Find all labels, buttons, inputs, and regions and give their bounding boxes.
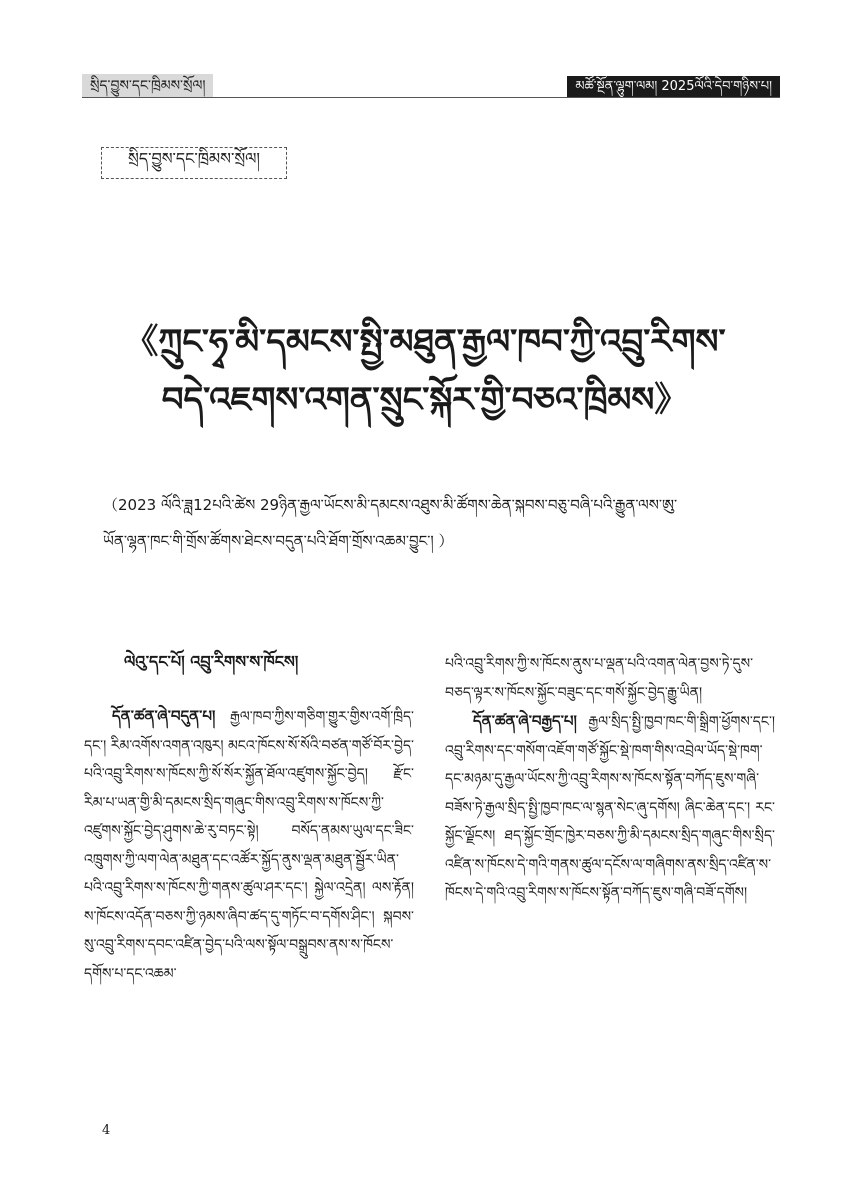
- section-tag: [101, 147, 287, 179]
- right-column: [445, 650, 775, 908]
- article-paragraph-continued: པའི་འབྲུ་རིགས་ཀྱི་ས་ཁོངས་ནུས་པ་ལྡན་པའི་འགན་ལེན་བྱས་ཏེ་དུས་བཅད་ལྟར་ས་ཁོངས་སྐྱོང་བཟུང་དང་གསོ་སྐྱོང་བྱེད་རྒྱུ་ཡིན།: [445, 656, 754, 701]
- header-section-label: སྲིད་བྱུས་དང་ཁྲིམས་སྲོལ།: [82, 74, 213, 98]
- adoption-note-line-2: ཡོན་ལྷན་ཁང་གི་གྲོས་ཚོགས་ཐེངས་བདུན་པའི་ཐོག་གྲོས་འཆམ་བྱུང་། ）: [103, 532, 454, 550]
- document-title-line-1: 《ཀྲུང་ཧྭ་མི་དམངས་སྤྱི་མཐུན་རྒྱལ་ཁབ་ཀྱི་འབྲུ་རིགས་: [124, 322, 726, 362]
- left-column: [84, 650, 414, 988]
- header-rule: [82, 97, 780, 98]
- article-paragraph: [445, 707, 775, 908]
- header-journal-label: མཚོ་སྔོན་ལྷུག་ལམ། 2025ལོའི་དེབ་གཉིས་པ།: [567, 76, 780, 97]
- document-title-line-2: བདེ་འཇགས་འགན་སྲུང་སྐོར་གྱི་བཅའ་ཁྲིམས》: [161, 380, 689, 420]
- adoption-note-line-1: （2023 ལོའི་ཟླ12པའི་ཚེས 29ཉིན་རྒྱལ་ཡོངས་མི་དམངས་འཐུས་མི་ཚོགས་ཆེན་སྐབས་བཅུ་བཞི་པའི་རྒྱུན་ལས་ཨུ་: [103, 496, 678, 514]
- chapter-heading: ལེའུ་དང་པོ། འབྲུ་རིགས་ས་ཁོངས།: [124, 652, 299, 671]
- article-number: དོན་ཚན་ཞེ་བདུན་པ།: [112, 707, 216, 725]
- section-tag-label: སྲིད་བྱུས་དང་ཁྲིམས་སྲོལ།: [128, 148, 260, 168]
- article-text: རྒྱལ་ཁབ་ཀྱིས་གཅིག་གྱུར་གྱིས་འགོ་ཁྲིད་དང་། རིམ་འགོས་འགན་འཁུར། མངའ་ཁོངས་སོ་སོའི་བཙན་གཙོ་བོར་བྱེད་པའི་འབྲུ་རིགས་ས་ཁོངས་ཀྱི་སོ་སོར་སྐྱོན་ཐོལ་འཛུགས་སྐྱོང་བྱེད། རྫོང་རིམ་པ་ཡན་གྱི་མི་དམངས་སྲིད་གཞུང་གིས་འབྲུ་རིགས་ས་ཁོངས་ཀྱི་འཛུགས་སྐྱོང་བྱེད་ཤུགས་ཆེ་རུ་བཏང་སྟེ། བསོད་ནམས་ཡུལ་དང་ཟིང་འཁྲུགས་ཀྱི་ལག་ལེན་མཐུན་དང་འཚོར་སྐྱོད་ནུས་ལྡན་མཐུན་སྦྱོར་ཡིན་པའི་འབྲུ་རིགས་ས་ཁོངས་ཀྱི་གནས་ཚུལ་ཤར་དང་། སྐྱེལ་འདྲེན། ལས་རྟོན། ས་ཁོངས་འདོན་བཅས་ཀྱི་ཉམས་ཞིབ་ཚད་དུ་གཏོང་བ་དགོས་ཤིང་། སྐབས་སུ་འབྲུ་རིགས་དབང་འཛིན་བྱེད་པའི་ལས་སྟོལ་བསྒྲུབས་ནས་ས་ཁོངས་དགོས་པ་དང་འཆམ་: [84, 709, 414, 982]
- page-number: 4: [102, 1123, 111, 1138]
- article-text: རྒྱལ་སྲིད་སྤྱི་ཁྱབ་ཁང་གི་སྒྲིག་ཕྱོགས་དང་། འབྲུ་རིགས་དང་གསོག་འཇོག་གཙོ་སྐྱོང་སྡེ་ཁག་གིས་འབྲེལ་ཡོད་སྡེ་ཁག་དང་མཉམ་དུ་རྒྱལ་ཡོངས་ཀྱི་འབྲུ་རིགས་ས་ཁོངས་སྟོན་བཀོད་ཇུས་གཞི་བཟོས་ཏེ་རྒྱལ་སྲིད་སྤྱི་ཁྱབ་ཁང་ལ་སྙན་སེང་ཞུ་དགོས། ཞིང་ཆེན་དང་། རང་སྐྱོང་ལྗོངས། ཐད་སྐྱོང་གྲོང་ཁྱེར་བཅས་ཀྱི་མི་དམངས་སྲིད་གཞུང་གིས་སྲིད་འཛིན་ས་ཁོངས་དེ་གའི་གནས་ཚུལ་དངོས་ལ་གཞིགས་ནས་སྲིད་འཛིན་ས་ཁོངས་དེ་གའི་འབྲུ་རིགས་ས་ཁོངས་སྟོན་བཀོད་ཇུས་གཞི་བཟོ་དགོས།: [445, 714, 775, 901]
- article-number: དོན་ཚན་ཞེ་བརྒྱད་པ།: [473, 712, 577, 730]
- article-paragraph: [84, 702, 414, 988]
